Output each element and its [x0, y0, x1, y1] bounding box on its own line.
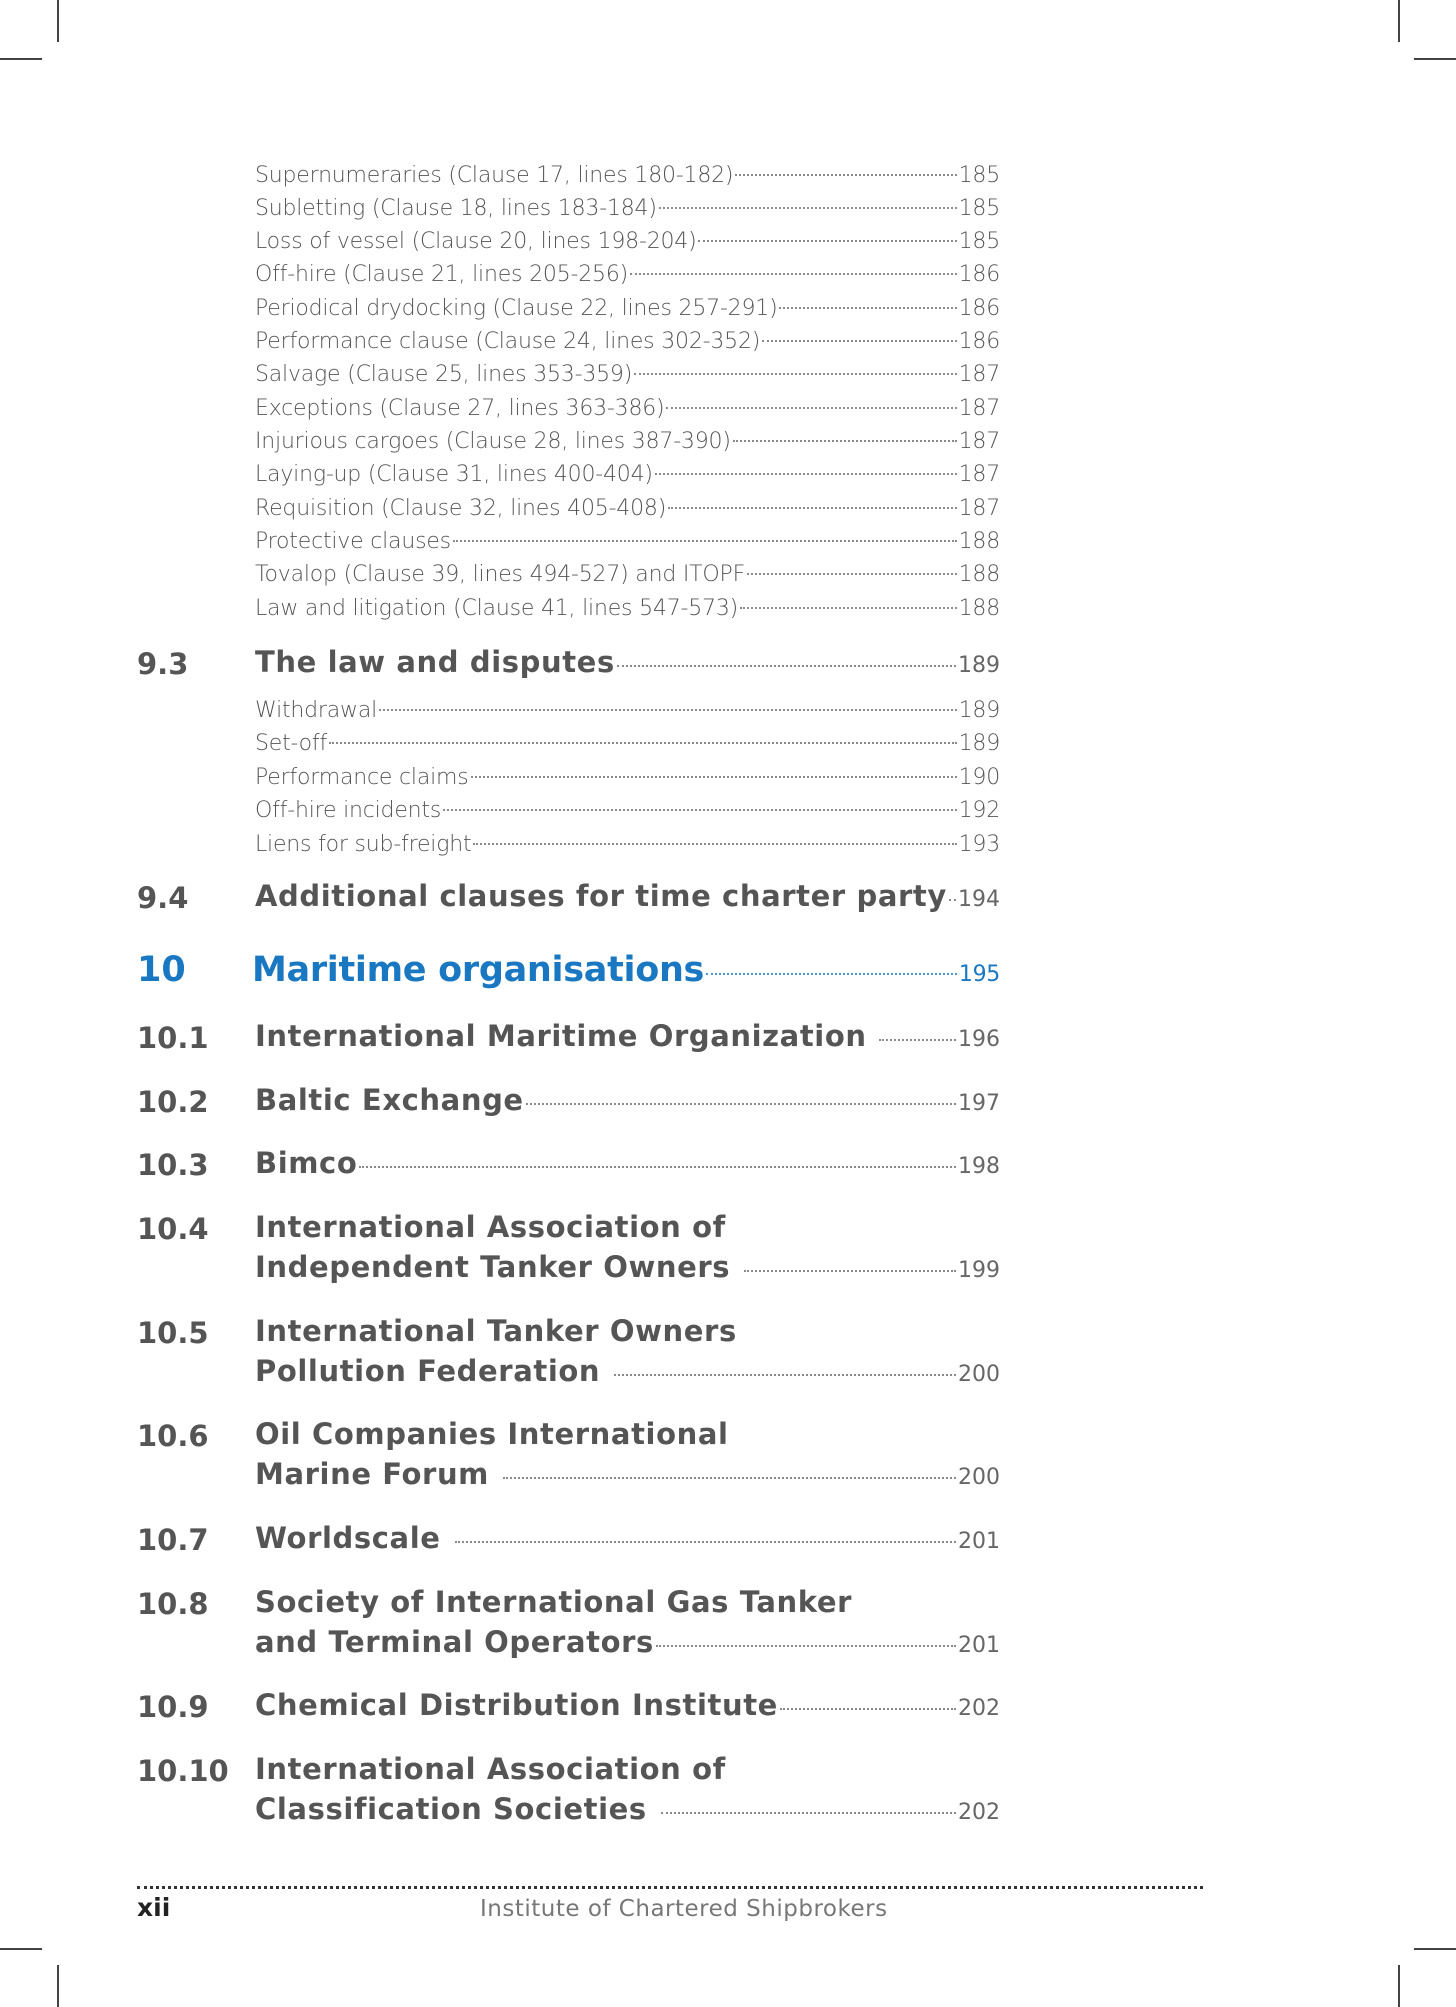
dot-leader	[668, 507, 957, 509]
toc-entry-page: 188	[958, 596, 1000, 621]
toc-section[interactable]	[255, 1792, 1000, 1826]
toc-section[interactable]	[255, 1250, 1000, 1284]
section-title-line1: International Tanker Owners	[255, 1314, 737, 1348]
dot-leader	[762, 340, 956, 342]
section-number: 10.8	[137, 1587, 209, 1621]
section-title-line1: International Association of	[255, 1752, 726, 1786]
section-title-line1: International Association of	[255, 1210, 726, 1244]
dot-leader	[706, 973, 957, 975]
toc-entry-page: 190	[958, 765, 1000, 790]
toc-chapter-10[interactable]	[252, 950, 1000, 990]
crop-mark	[1414, 1948, 1456, 1950]
crop-mark	[57, 0, 59, 42]
running-title: Institute of Chartered Shipbrokers	[480, 1896, 888, 1922]
dot-leader	[747, 573, 957, 575]
toc-entry-label: Laying-up (Clause 31, lines 400-404)	[255, 462, 653, 487]
section-title: Worldscale	[255, 1521, 441, 1555]
chapter-title: Maritime organisations	[252, 950, 705, 990]
toc-entry-page: 187	[958, 396, 1000, 421]
section-page: 201	[958, 1529, 1000, 1554]
toc-entry[interactable]	[255, 329, 1000, 354]
dot-leader	[879, 1039, 956, 1041]
section-title: Additional clauses for time charter party	[255, 879, 947, 913]
toc-entry[interactable]	[255, 832, 1000, 857]
section-number: 10.9	[137, 1690, 209, 1724]
section-page: 189	[958, 653, 1000, 678]
dot-leader	[661, 1812, 956, 1814]
toc-entry-page: 186	[958, 329, 1000, 354]
toc-entry[interactable]	[255, 429, 1000, 454]
toc-section[interactable]	[255, 1688, 1000, 1722]
toc-entry[interactable]	[255, 262, 1000, 287]
toc-entry[interactable]	[255, 596, 1000, 621]
dot-leader	[329, 742, 957, 744]
toc-section[interactable]	[255, 1625, 1000, 1659]
toc-section[interactable]	[255, 1083, 1000, 1117]
toc-entry-page: 189	[958, 731, 1000, 756]
section-number: 10.5	[137, 1316, 209, 1350]
section-page: 199	[958, 1258, 1000, 1283]
dot-leader	[614, 1374, 956, 1376]
section-number: 9.4	[137, 881, 189, 915]
dot-leader	[735, 174, 956, 176]
chapter-page: 195	[958, 962, 1000, 987]
toc-entry-label: Protective clauses	[255, 529, 451, 554]
dot-leader	[659, 207, 957, 209]
section-number: 10.7	[137, 1523, 209, 1557]
toc-entry[interactable]	[255, 496, 1000, 521]
dot-leader	[779, 307, 956, 309]
footer-rule	[137, 1886, 1203, 1889]
section-title: Independent Tanker Owners	[255, 1250, 731, 1284]
toc-entry-label: Set-off	[255, 731, 328, 756]
toc-entry[interactable]	[255, 798, 1000, 823]
section-number: 10.3	[137, 1148, 209, 1182]
section-page: 196	[958, 1027, 1000, 1052]
toc-section-9-3[interactable]	[255, 645, 1000, 679]
dot-leader	[473, 843, 956, 845]
section-number: 9.3	[137, 647, 189, 681]
dot-leader	[526, 1103, 956, 1105]
dot-leader	[698, 240, 956, 242]
toc-entry-page: 187	[958, 429, 1000, 454]
dot-leader	[949, 899, 956, 901]
toc-entry-label: Exceptions (Clause 27, lines 363-386)	[255, 396, 665, 421]
section-title: Baltic Exchange	[255, 1083, 524, 1117]
toc-entry-page: 187	[958, 462, 1000, 487]
dot-leader	[455, 1541, 956, 1543]
section-title: Pollution Federation	[255, 1354, 601, 1388]
crop-mark	[1414, 58, 1456, 60]
toc-entry[interactable]	[255, 462, 1000, 487]
toc-entry-label: Salvage (Clause 25, lines 353-359)	[255, 362, 633, 387]
section-page: 202	[958, 1696, 1000, 1721]
toc-entry[interactable]	[255, 562, 1000, 587]
toc-entry-page: 192	[958, 798, 1000, 823]
section-page: 198	[958, 1154, 1000, 1179]
dot-leader	[503, 1477, 956, 1479]
toc-entry-label: Periodical drydocking (Clause 22, lines 257-291)	[255, 296, 778, 321]
section-number: 10.10	[137, 1754, 229, 1788]
toc-entry-label: Subletting (Clause 18, lines 183-184)	[255, 196, 657, 221]
dot-leader	[733, 440, 957, 442]
section-page: 194	[958, 887, 1000, 912]
toc-entry-page: 185	[958, 163, 1000, 188]
section-title: Classification Societies	[255, 1792, 647, 1826]
section-page: 197	[958, 1091, 1000, 1116]
dot-leader	[666, 407, 956, 409]
dot-leader	[453, 540, 957, 542]
toc-entry-page: 187	[958, 362, 1000, 387]
toc-entry-page: 193	[958, 832, 1000, 857]
toc-entry[interactable]	[255, 396, 1000, 421]
dot-leader	[744, 1270, 956, 1272]
toc-entry-label: Performance clause (Clause 24, lines 302-352)	[255, 329, 761, 354]
toc-entry-label: Withdrawal	[255, 698, 378, 723]
page-folio: xii	[137, 1893, 171, 1922]
toc-entry[interactable]	[255, 765, 1000, 790]
toc-entry-label: Requisition (Clause 32, lines 405-408)	[255, 496, 667, 521]
section-page: 201	[958, 1633, 1000, 1658]
toc-section[interactable]	[255, 1354, 1000, 1388]
dot-leader	[780, 1708, 956, 1710]
dot-leader	[471, 776, 957, 778]
toc-entry-page: 189	[958, 698, 1000, 723]
toc-entry-page: 186	[958, 262, 1000, 287]
crop-mark	[0, 58, 42, 60]
toc-entry-page: 188	[958, 529, 1000, 554]
section-number: 10.4	[137, 1212, 209, 1246]
toc-entry-label: Tovalop (Clause 39, lines 494-527) and ITOPF	[255, 562, 746, 587]
section-title: Chemical Distribution Institute	[255, 1688, 778, 1722]
section-page: 202	[958, 1800, 1000, 1825]
toc-section[interactable]	[255, 1146, 1000, 1180]
toc-entry-page: 185	[958, 196, 1000, 221]
section-title: The law and disputes	[255, 645, 615, 679]
section-number: 10.6	[137, 1419, 209, 1453]
toc-entry-page: 186	[958, 296, 1000, 321]
toc-entry-page: 185	[958, 229, 1000, 254]
toc-entry-label: Injurious cargoes (Clause 28, lines 387-390)	[255, 429, 731, 454]
crop-mark	[1398, 0, 1400, 42]
dot-leader	[630, 273, 957, 275]
toc-entry-label: Performance claims	[255, 765, 469, 790]
dot-leader	[655, 473, 957, 475]
toc-entry[interactable]	[255, 196, 1000, 221]
dot-leader	[617, 665, 956, 667]
dot-leader	[656, 1645, 956, 1647]
toc-entry[interactable]	[255, 296, 1000, 321]
toc-entry-label: Loss of vessel (Clause 20, lines 198-204)	[255, 229, 697, 254]
toc-entry[interactable]	[255, 731, 1000, 756]
crop-mark	[57, 1965, 59, 2007]
section-number: 10.2	[137, 1085, 209, 1119]
dot-leader	[443, 809, 957, 811]
toc-entry-label: Off-hire (Clause 21, lines 205-256)	[255, 262, 629, 287]
dot-leader	[379, 709, 957, 711]
section-title: and Terminal Operators	[255, 1625, 654, 1659]
section-title: International Maritime Organization	[255, 1019, 867, 1053]
toc-entry[interactable]	[255, 698, 1000, 723]
section-title-line1: Oil Companies International	[255, 1417, 729, 1451]
section-title-line1: Society of International Gas Tanker	[255, 1585, 853, 1619]
dot-leader	[740, 607, 957, 609]
chapter-number: 10	[137, 950, 186, 990]
toc-section-9-4[interactable]	[255, 879, 1000, 913]
toc-entry-label: Law and litigation (Clause 41, lines 547-573)	[255, 596, 739, 621]
toc-entry[interactable]	[255, 529, 1000, 554]
crop-mark	[1398, 1965, 1400, 2007]
dot-leader	[359, 1166, 956, 1168]
toc-section[interactable]	[255, 1521, 1000, 1555]
toc-entry-label: Liens for sub-freight	[255, 832, 472, 857]
section-page: 200	[958, 1465, 1000, 1490]
toc-entry[interactable]	[255, 362, 1000, 387]
toc-section[interactable]	[255, 1457, 1000, 1491]
toc-entry-label: Supernumeraries (Clause 17, lines 180-182)	[255, 163, 734, 188]
section-number: 10.1	[137, 1021, 209, 1055]
crop-mark	[0, 1948, 42, 1950]
toc-entry-page: 188	[958, 562, 1000, 587]
section-title: Bimco	[255, 1146, 358, 1180]
toc-entry[interactable]	[255, 229, 1000, 254]
toc-section[interactable]	[255, 1019, 1000, 1053]
toc-entry[interactable]	[255, 163, 1000, 188]
toc-entry-label: Off-hire incidents	[255, 798, 442, 823]
section-title: Marine Forum	[255, 1457, 490, 1491]
dot-leader	[634, 373, 956, 375]
section-page: 200	[958, 1362, 1000, 1387]
toc-entry-page: 187	[958, 496, 1000, 521]
